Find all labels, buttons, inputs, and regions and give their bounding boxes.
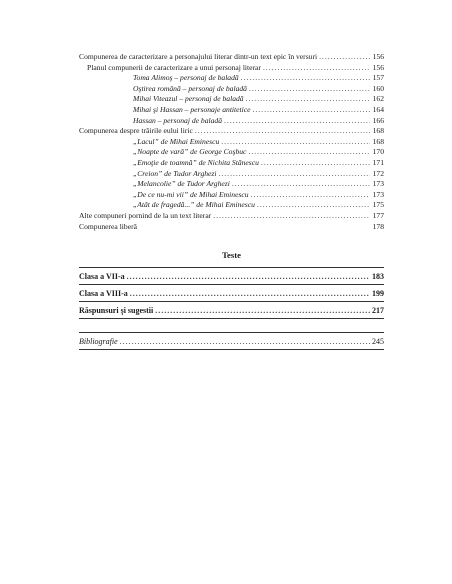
toc-entry[interactable] (79, 137, 384, 148)
toc-entry[interactable] (79, 147, 384, 158)
toc-entry-title: Compunerea de caracterizare a personajului literar dintr-un text epic în versuri (79, 52, 318, 61)
toc-entry-title: Răspunsuri şi sugestii (79, 306, 154, 315)
toc-entry-page: 170 (372, 147, 384, 157)
dot-leader (261, 158, 370, 169)
toc-entry-title: Bibliografie (79, 337, 118, 346)
toc-entry-raspunsuri[interactable] (79, 305, 384, 317)
dot-leader (246, 94, 370, 105)
toc-entry-title: Mihai Viteazul – personaj de baladă (133, 94, 244, 104)
toc-entry[interactable] (79, 200, 384, 211)
dot-leader (257, 200, 370, 211)
divider (79, 318, 384, 319)
toc-entry[interactable] (79, 73, 384, 84)
table-of-contents (79, 52, 384, 232)
dot-leader (251, 190, 370, 201)
dot-leader (130, 288, 370, 300)
toc-entry-title: Planul compunerii de caracterizare a unui personaj literar (87, 62, 261, 72)
toc-entry[interactable] (79, 116, 384, 127)
dot-leader (252, 105, 370, 116)
dot-leader (221, 137, 370, 148)
toc-entry-title: Mihai şi Hassan – personaje antitetice (133, 104, 251, 114)
toc-entry-page: 171 (372, 157, 384, 167)
toc-entry-title: Toma Alimoş – personaj de baladă (133, 73, 239, 83)
dot-leader (195, 126, 370, 137)
toc-entry[interactable] (79, 52, 384, 63)
dot-leader (224, 116, 370, 127)
toc-entry-page: 156 (372, 52, 384, 61)
toc-entry-page: 164 (372, 104, 384, 114)
divider (79, 267, 384, 268)
toc-entry-page: 157 (372, 73, 384, 83)
toc-entry[interactable] (79, 211, 384, 222)
section-title-teste: Teste (222, 250, 241, 260)
toc-entry-title: Compunerea liberă (79, 221, 137, 231)
toc-entry[interactable] (79, 126, 384, 137)
toc-entry-title: Clasa a VIII-a (79, 289, 128, 298)
toc-entry-page: 245 (372, 337, 384, 346)
toc-entry[interactable] (79, 169, 384, 180)
dot-leader (241, 73, 370, 84)
dot-leader (249, 84, 370, 95)
toc-entry-page: 175 (372, 200, 384, 210)
toc-entry-title: Clasa a VII-a (79, 272, 125, 281)
toc-entry-page: 178 (372, 221, 384, 231)
toc-entry-page: 168 (372, 136, 384, 146)
toc-entry[interactable] (79, 190, 384, 201)
toc-entry-page: 168 (372, 126, 384, 136)
toc-entry-title: „Melancolie” de Tudor Arghezi (133, 179, 230, 189)
toc-entry[interactable] (79, 179, 384, 190)
dot-leader (120, 336, 370, 348)
toc-entry[interactable] (79, 63, 384, 74)
toc-entry-page: 177 (372, 210, 384, 220)
toc-entry-title: Alte compuneri pornind de la un text literar (79, 210, 212, 220)
toc-entry-title: „Atât de fragedă...” de Mihai Eminescu (133, 200, 255, 210)
divider (79, 332, 384, 333)
dot-leader (218, 169, 370, 180)
toc-entry-page: 183 (372, 272, 384, 281)
divider (79, 349, 384, 350)
toc-entry-title: „De ce nu-mi vii” de Mihai Eminescu (133, 189, 249, 199)
toc-entry-page: 156 (372, 62, 384, 72)
tests-section (79, 266, 384, 353)
toc-entry[interactable] (79, 105, 384, 116)
toc-entry[interactable] (79, 84, 384, 95)
dot-leader (127, 271, 370, 283)
toc-entry-clasa-vii[interactable] (79, 271, 384, 283)
toc-entry-page: 162 (372, 94, 384, 104)
toc-entry-title: Compunerea despre trăirile eului liric (79, 126, 193, 136)
toc-entry-title: Hassan – personaj de baladă (133, 115, 223, 125)
toc-entry-title: „Lacul” de Mihai Eminescu (133, 136, 220, 146)
toc-entry-clasa-viii[interactable] (79, 288, 384, 300)
toc-entry[interactable] (79, 222, 384, 233)
dot-leader (319, 52, 370, 63)
toc-entry-title: „Creion” de Tudor Arghezi (133, 168, 217, 178)
toc-entry-bibliografie[interactable] (79, 336, 384, 348)
dot-leader (248, 147, 370, 158)
dot-leader (232, 179, 370, 190)
toc-entry[interactable] (79, 158, 384, 169)
toc-entry-page: 173 (372, 189, 384, 199)
toc-entry-page: 173 (372, 179, 384, 189)
dot-leader (213, 211, 370, 222)
dot-leader (155, 305, 370, 317)
toc-entry-page: 172 (372, 168, 384, 178)
toc-entry-page: 166 (372, 115, 384, 125)
toc-entry-title: „Emoţie de toamnă” de Nichita Stănescu (133, 157, 259, 167)
toc-entry-page: 199 (372, 289, 384, 298)
toc-entry-title: „Noapte de vară” de George Coşbuc (133, 147, 247, 157)
divider (79, 284, 384, 285)
toc-entry[interactable] (79, 94, 384, 105)
dot-leader (263, 63, 370, 74)
divider (79, 301, 384, 302)
toc-entry-page: 217 (372, 306, 384, 315)
toc-entry-title: Oştirea română – personaj de baladă (133, 83, 247, 93)
toc-entry-page: 160 (372, 83, 384, 93)
